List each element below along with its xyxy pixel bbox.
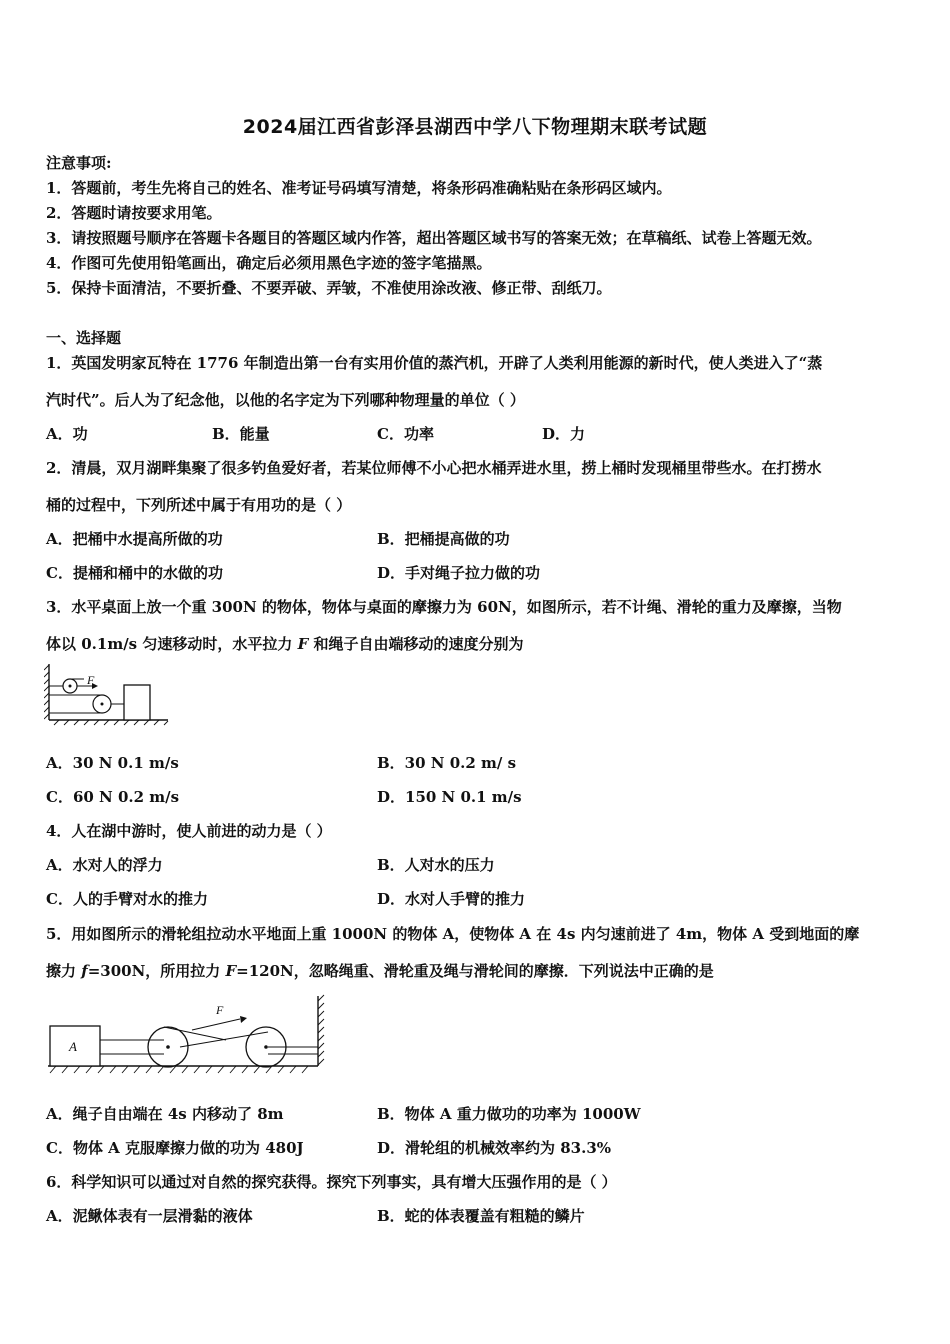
q3-text-line2: 体以 0.1m/s 匀速移动时，水平拉力 F 和绳子自由端移动的速度分别为 <box>46 635 524 653</box>
notice-item-5: 5．保持卡面清洁，不要折叠、不要弄破、弄皱，不准使用涂改液、修正带、刮纸刀。 <box>46 279 612 297</box>
q2-option-b: B．把桶提高做的功 <box>377 530 510 548</box>
q4-option-d: D．水对人手臂的推力 <box>377 890 526 908</box>
page-title: 2024届江西省彭泽县湖西中学八下物理期末联考试题 <box>242 116 708 138</box>
q1-text-line1: 1．英国发明家瓦特在 1776 年制造出第一台有实用价值的蒸汽机，开辟了人类利用能源的新时代，使人类进入了“蒸 <box>46 354 823 372</box>
q5-figure-block-label: A <box>69 1039 77 1054</box>
q5-option-d: D．滑轮组的机械效率约为 83.3% <box>377 1139 612 1157</box>
q1-option-b: B．能量 <box>212 425 270 443</box>
q5-pulley-figure <box>44 992 328 1078</box>
notice-item-3: 3．请按照题号顺序在答题卡各题目的答题区域内作答，超出答题区域书写的答案无效；在草稿纸、试卷上答题无效。 <box>46 229 822 247</box>
section-heading: 一、选择题 <box>46 329 122 347</box>
notice-item-4: 4．作图可先使用铅笔画出，确定后必须用黑色字迹的签字笔描黑。 <box>46 254 492 272</box>
q2-text-line2: 桶的过程中，下列所述中属于有用功的是（ ） <box>46 496 352 514</box>
q4-option-b: B．人对水的压力 <box>377 856 495 874</box>
q5-option-a: A．绳子自由端在 4s 内移动了 8m <box>46 1105 284 1123</box>
q5-figure-force-label: F <box>216 1003 224 1017</box>
q3-option-a: A．30 N 0.1 m/s <box>46 754 179 772</box>
q3-figure-force-label: F <box>87 673 95 687</box>
q3-pulley-figure <box>44 662 170 728</box>
q4-option-c: C．人的手臂对水的推力 <box>46 890 208 908</box>
q3-option-b: B．30 N 0.2 m/ s <box>377 754 517 772</box>
q2-text-line1: 2．清晨，双月湖畔集聚了很多钓鱼爱好者，若某位师傅不小心把水桶弄进水里，捞上桶时发现桶里带些水。在打捞水 <box>46 459 822 477</box>
q5-option-b: B．物体 A 重力做功的功率为 1000W <box>377 1105 641 1123</box>
q4-text-line1: 4．人在湖中游时，使人前进的动力是（ ） <box>46 822 332 840</box>
q5-option-c: C．物体 A 克服摩擦力做的功为 480J <box>46 1139 304 1157</box>
q6-text-line1: 6．科学知识可以通过对自然的探究获得。探究下列事实，具有增大压强作用的是（ ） <box>46 1173 617 1191</box>
notice-item-1: 1．答题前，考生先将自己的姓名、准考证号码填写清楚，将条形码准确粘贴在条形码区域内。 <box>46 179 672 197</box>
q6-option-a: A．泥鳅体表有一层滑黏的液体 <box>46 1207 253 1225</box>
q6-option-b: B．蛇的体表覆盖有粗糙的鳞片 <box>377 1207 585 1225</box>
q1-option-c: C．功率 <box>377 425 434 443</box>
q5-text-line1: 5．用如图所示的滑轮组拉动水平地面上重 1000N 的物体 A，使物体 A 在 4s 内匀速前进了 4m，物体 A 受到地面的摩 <box>46 925 860 943</box>
q3-option-d: D．150 N 0.1 m/s <box>377 788 522 806</box>
q1-text-line2: 汽时代”。后人为了纪念他，以他的名字定为下列哪种物理量的单位（ ） <box>46 391 525 409</box>
q2-option-a: A．把桶中水提高所做的功 <box>46 530 223 548</box>
notice-item-2: 2．答题时请按要求用笔。 <box>46 204 222 222</box>
q1-option-a: A．功 <box>46 425 88 443</box>
q5-text-line2: 擦力 f=300N，所用拉力 F=120N，忽略绳重、滑轮重及绳与滑轮间的摩擦．下列说法中正确的是 <box>46 962 714 980</box>
q2-option-d: D．手对绳子拉力做的功 <box>377 564 541 582</box>
q1-option-d: D．力 <box>542 425 586 443</box>
q3-text-line1: 3．水平桌面上放一个重 300N 的物体，物体与桌面的摩擦力为 60N，如图所示，若不计绳、滑轮的重力及摩擦，当物 <box>46 598 842 616</box>
q4-option-a: A．水对人的浮力 <box>46 856 163 874</box>
q3-option-c: C．60 N 0.2 m/s <box>46 788 180 806</box>
q2-option-c: C．提桶和桶中的水做的功 <box>46 564 223 582</box>
notice-heading: 注意事项: <box>46 154 112 172</box>
